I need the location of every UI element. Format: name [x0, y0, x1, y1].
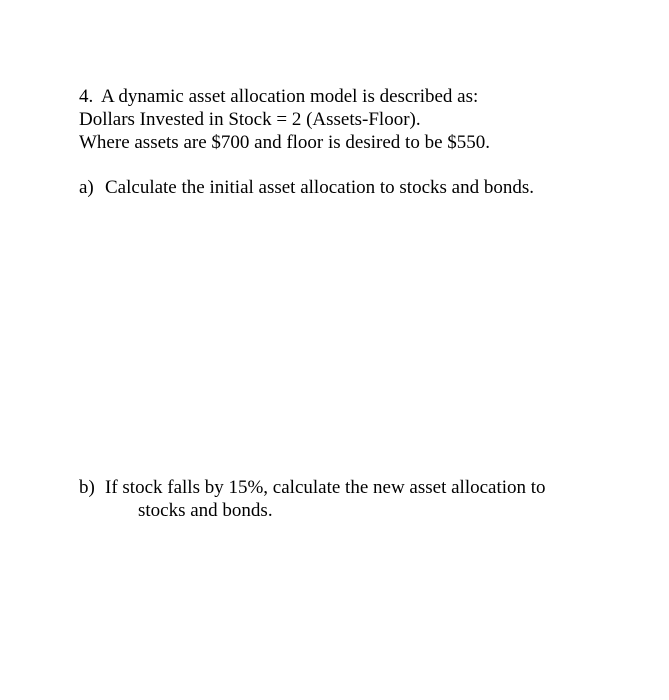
- part-a-text: Calculate the initial asset allocation to stocks and bonds.: [105, 177, 534, 198]
- question-intro-line-1: [79, 85, 478, 108]
- part-a: [79, 176, 534, 199]
- part-a-label: a): [79, 177, 94, 198]
- question-number: 4.: [79, 86, 94, 107]
- part-b-label: b): [79, 477, 95, 498]
- question-intro-text-1: A dynamic asset allocation model is described as:: [101, 86, 479, 107]
- part-b: [79, 476, 546, 499]
- question-intro-line-3: Where assets are $700 and floor is desired to be $550.: [79, 132, 491, 153]
- part-b-text-2: stocks and bonds.: [138, 500, 273, 521]
- part-b-text-1: If stock falls by 15%, calculate the new asset allocation to: [105, 477, 546, 498]
- question-intro-line-2: Dollars Invested in Stock = 2 (Assets-Floor).: [79, 109, 421, 130]
